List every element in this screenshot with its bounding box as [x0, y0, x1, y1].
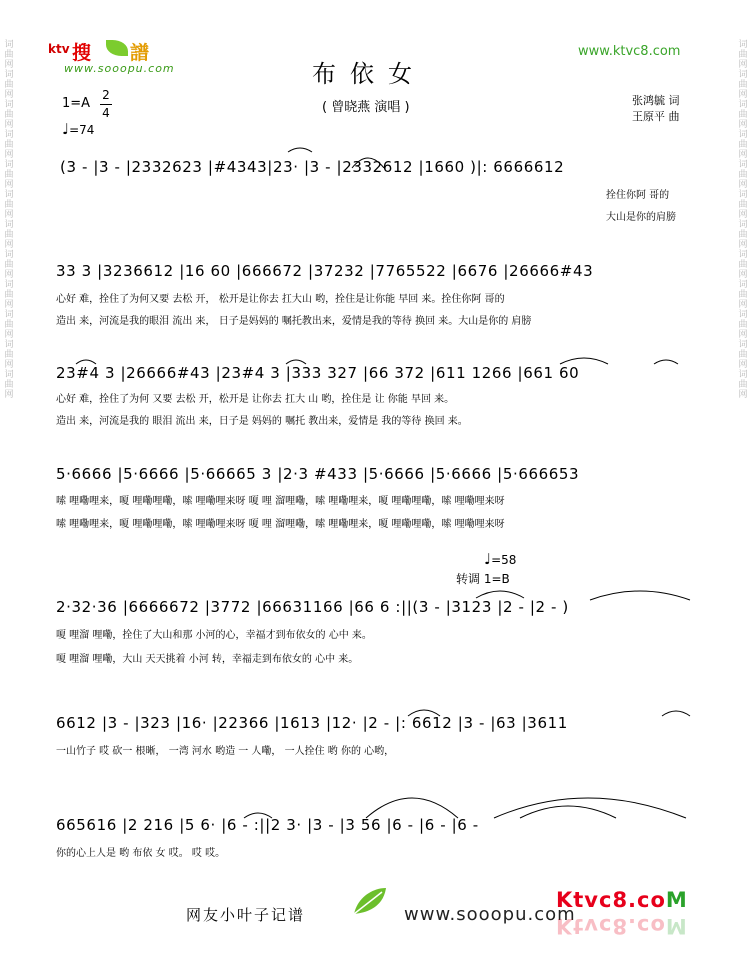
tempo-change-value: =58	[491, 553, 517, 567]
tempo-change-marking	[484, 550, 516, 568]
staff-line-6: 6612 |3 - |323 |16· |22366 |1613 |12· |2 - |: 6612 |3 - |63 |3611	[56, 714, 568, 732]
ktvc8-reflect-red: Ktvc8.co	[556, 914, 666, 938]
watermark-right: 词曲网词曲网词曲网词曲网词曲网词曲网词曲网词曲网词曲网词曲网词曲网词曲网	[738, 40, 748, 400]
footer-url-link[interactable]: www.sooopu.com	[404, 904, 576, 925]
meter-top: 2	[102, 88, 110, 102]
lyric-line-4-verse-1: 嗦 哩嘞哩来，嗄 哩嘞哩嘞，嗦 哩嘞哩来呀 嗄 哩 溜哩嘞，嗦 哩嘞哩来，嗄 哩嘞哩嘞，嗦 哩嘞哩来呀	[56, 496, 505, 507]
transcriber-credit: 网友小叶子记谱	[186, 906, 306, 924]
lyric-line-2-verse-2: 造出 来，河流是我的眼泪 流出 来， 日子是妈妈的 嘱托教出来，爱情是我的等待 换回 来。大山是你的 肩膀	[56, 316, 532, 327]
staff-line-1: (3 - |3 - |2332623 |#4343|23· |3 - |2332612 |1660 )|: 6666612	[60, 158, 565, 176]
lyric-line-3-verse-2: 造出 来，河流是我的 眼泪 流出 来，日子是 妈妈的 嘱托 教出来，爱情是 我的等待 换回 来。	[56, 416, 468, 427]
lyric-line-3-verse-1: 心好 难，拴住了为何 又要 去松 开，松开是 让你去 扛大 山 哟，拴住是 让 你能 早回 来。	[56, 394, 455, 405]
ktvc8-logo-red: Ktvc8.co	[556, 888, 666, 912]
ktvc8-reflect-green: M	[665, 914, 688, 938]
leaf-logo-icon	[352, 886, 388, 916]
staff-line-5: 2·32·36 |6666672 |3772 |66631166 |66 6 :||(3 - |3123 |2 - |2 - )	[56, 598, 569, 616]
lyric-line-5-verse-2: 嗄 哩溜 哩嘞，大山 天天挑着 小河 转，幸福走到布依女的 心中 来。	[56, 654, 359, 665]
lyricist-credit: 张鸿毓 词	[632, 94, 680, 107]
lyric-line-5-verse-1: 嗄 哩溜 哩嘞，拴住了大山和那 小河的心，幸福才到布依女的 心中 来。	[56, 630, 372, 641]
leaf-icon	[106, 40, 128, 56]
staff-line-2: 33 3 |3236612 |16 60 |666672 |37232 |7765522 |6676 |26666#43	[56, 262, 594, 280]
ktvc8-logo-green: M	[665, 888, 688, 912]
meter-bottom: 4	[102, 106, 110, 120]
lyric-line-1-verse-2: 大山是你的肩膀	[606, 212, 676, 223]
meter-divider	[100, 104, 112, 105]
key-signature: 1=A	[62, 96, 91, 111]
composer-credit: 王原平 曲	[632, 110, 680, 123]
staff-line-7: 665616 |2 216 |5 6· |6 - :||2 3· |3 - |3 56 |6 - |6 - |6 -	[56, 816, 479, 834]
watermark-left: 词曲网词曲网词曲网词曲网词曲网词曲网词曲网词曲网词曲网词曲网词曲网词曲网	[4, 40, 14, 400]
logo-url: www.sooopu.com	[64, 62, 175, 75]
lyric-line-1-verse-1: 拴住你阿 哥的	[606, 190, 670, 201]
singer-credit: ( 曾晓燕 演唱 )	[322, 100, 410, 115]
tempo-value: =74	[69, 123, 95, 137]
staff-line-3: 23#4 3 |26666#43 |23#4 3 |333 327 |66 372 |611 1266 |661 60	[56, 364, 580, 382]
sooopu-logo[interactable]	[48, 38, 178, 80]
key-change-label: 转调 1=B	[456, 572, 510, 586]
staff-line-4: 5·6666 |5·6666 |5·66665 3 |2·3 #433 |5·6666 |5·6666 |5·666653	[56, 465, 580, 483]
time-signature	[100, 88, 112, 121]
song-title: 布依女	[312, 60, 426, 88]
site-url-link[interactable]: www.ktvc8.com	[578, 44, 681, 59]
lyric-line-6-verse-1: 一山竹子 哎 砍一 根晰， 一湾 河水 哟造 一 人嘞， 一人拴住 哟 你的 心哟，	[56, 746, 395, 757]
quarter-note-icon-2: ♩	[484, 550, 492, 568]
ktvc8-logo-reflection	[556, 914, 688, 938]
logo-pu-text: 譜	[130, 42, 150, 64]
ktvc8-logo[interactable]	[556, 888, 688, 912]
lyric-line-7-verse-1: 你的心上人是 哟 布依 女 哎。 哎 哎。	[56, 848, 226, 859]
quarter-note-icon: ♩	[62, 120, 70, 138]
logo-ktv-text: ktv	[48, 42, 70, 56]
tempo-marking	[62, 120, 94, 138]
lyric-line-4-verse-2: 嗦 哩嘞哩来，嗄 哩嘞哩嘞，嗦 哩嘞哩来呀 嗄 哩 溜哩嘞，嗦 哩嘞哩来，嗄 哩嘞哩嘞，嗦 哩嘞哩来呀	[56, 519, 505, 530]
logo-sou-text: 搜	[72, 42, 92, 64]
lyric-line-2-verse-1: 心好 难，拴住了为何又要 去松 开， 松开是让你去 扛大山 哟，拴住是让你能 早回 来。拴住你阿 哥的	[56, 294, 505, 305]
